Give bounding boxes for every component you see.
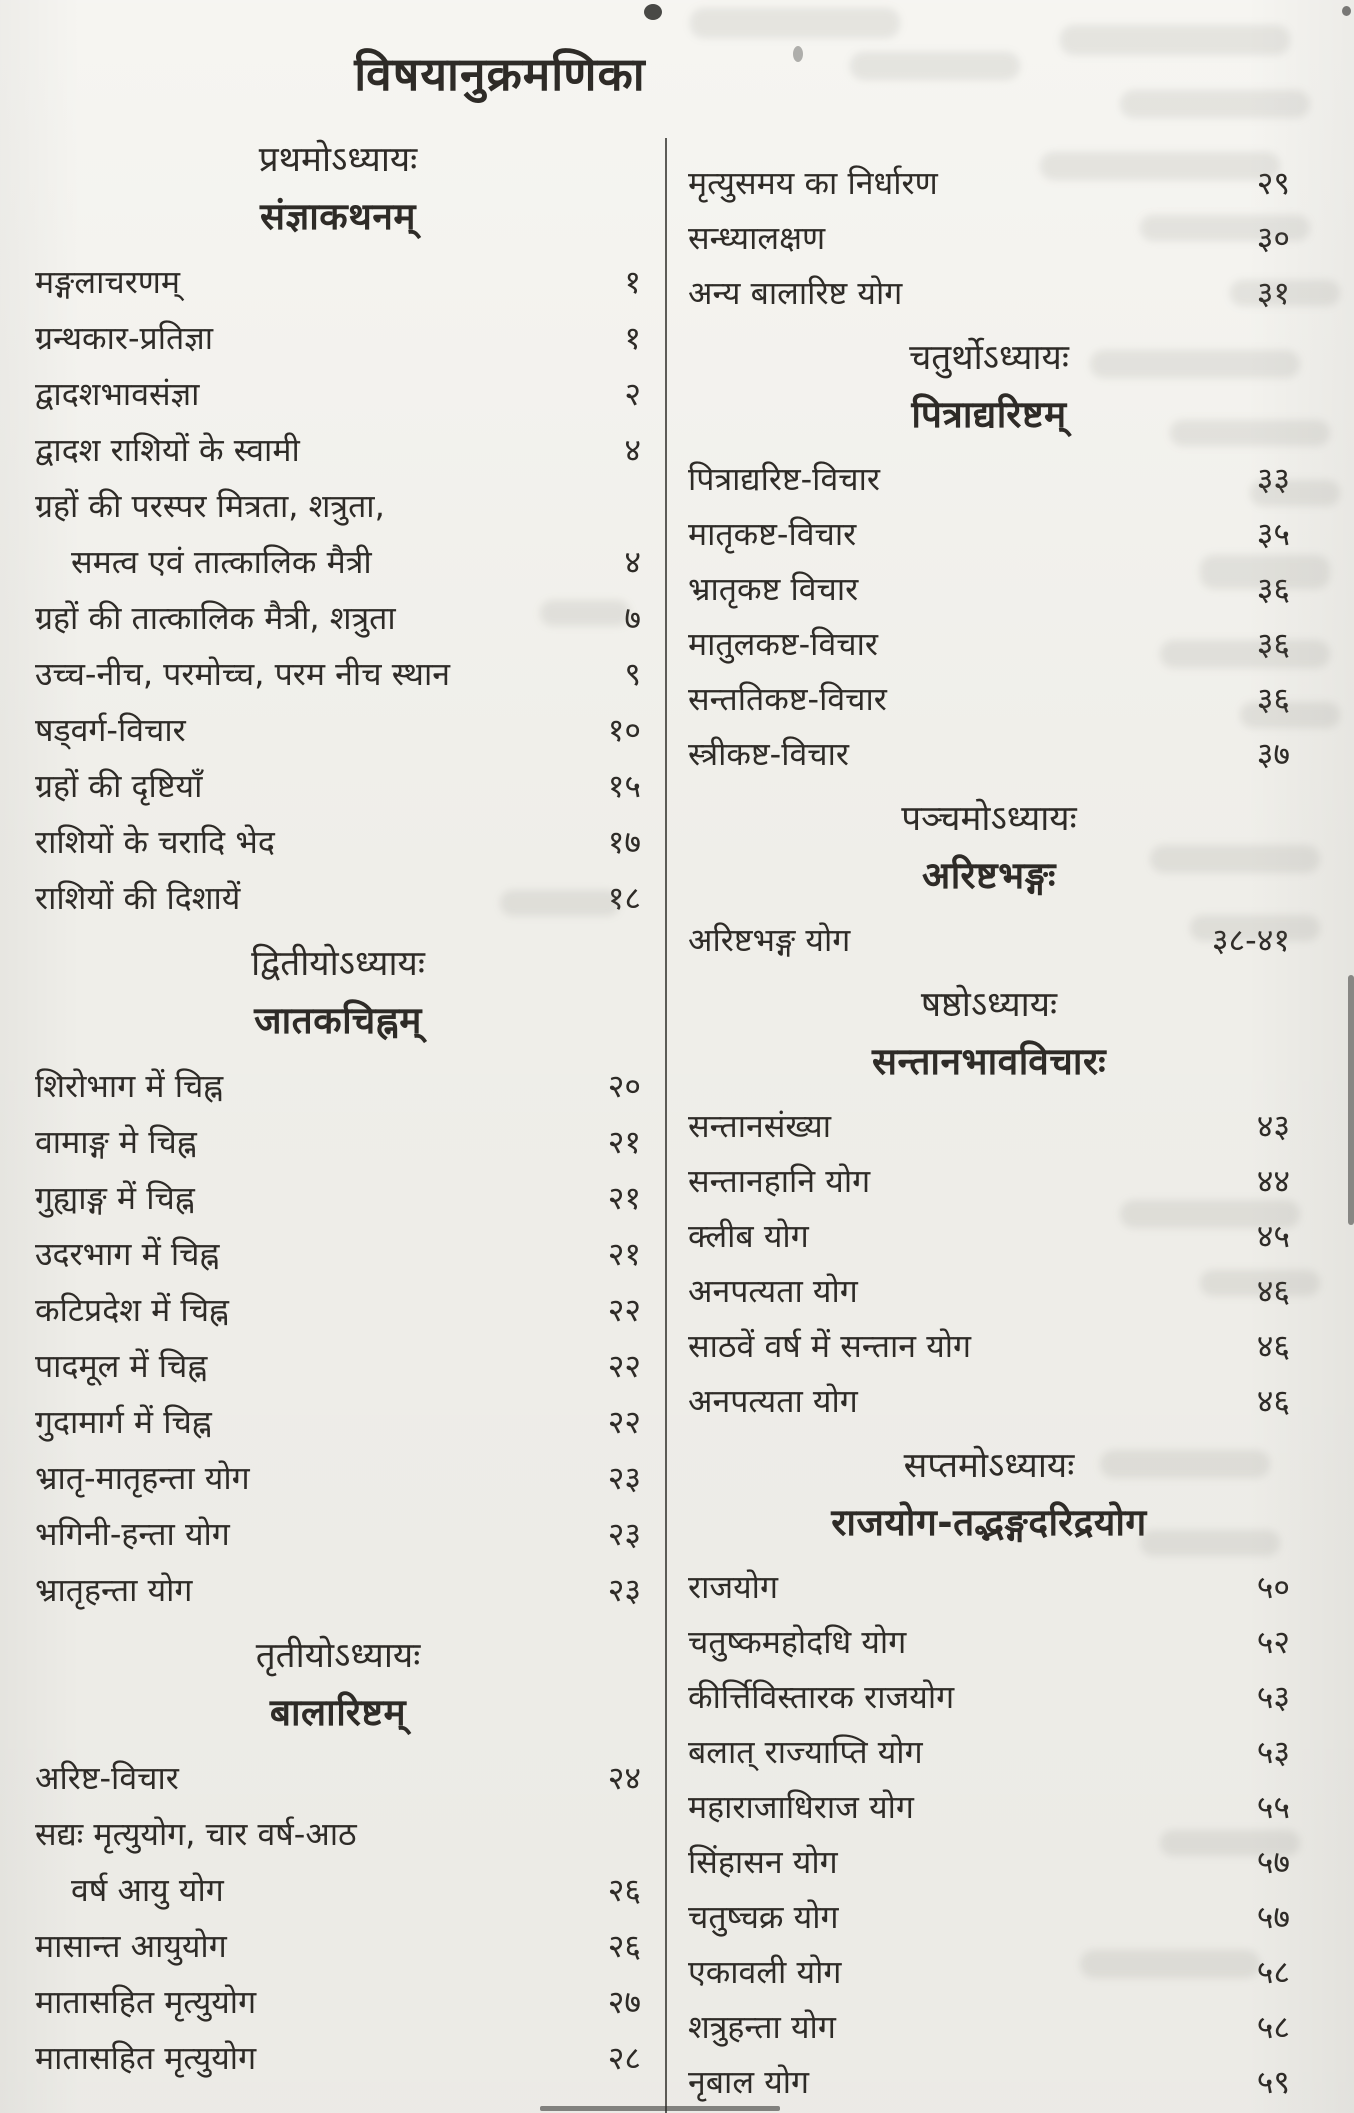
toc-entry-page: ४ [624, 431, 641, 469]
toc-entry [35, 870, 641, 926]
section-title: बालारिष्टम् [269, 1691, 407, 1734]
toc-entry [35, 534, 641, 590]
section-title: पित्राद्यरिष्टम् [911, 393, 1067, 436]
toc-entry-label: मातासहित मृत्युयोग [35, 2039, 257, 2077]
toc-entry-page: ४४ [1256, 1162, 1290, 1200]
toc-entry-page: ४५ [1256, 1217, 1290, 1255]
toc-entry [35, 1338, 641, 1394]
toc-entry-page: १० [607, 711, 641, 749]
toc-entry-page: २८ [607, 2039, 641, 2077]
toc-entry [35, 1394, 641, 1450]
toc-entry-page: २२ [607, 1347, 641, 1385]
toc-entry-label: सद्यः मृत्युयोग, चार वर्ष-आठ [35, 1815, 357, 1853]
toc-entry [35, 814, 641, 870]
bleed-through-artifact [1120, 90, 1310, 118]
toc-entry-page: १ [624, 319, 641, 357]
toc-entry [688, 1780, 1290, 1835]
chapter-heading: द्वितीयोऽध्यायः [251, 944, 425, 984]
toc-entry-page: ५८ [1256, 1953, 1290, 1991]
page-title: विषयानुक्रमणिका [354, 47, 646, 101]
toc-entry-page: ४३ [1256, 1107, 1290, 1145]
chapter-heading: प्रथमोऽध्यायः [258, 140, 418, 180]
toc-entry-page: ५९ [1256, 2063, 1290, 2101]
toc-entry-page: ७ [624, 599, 641, 637]
toc-entry [688, 2000, 1290, 2055]
section-title: राजयोग-तद्भङ्गदरिद्रयोग [831, 1501, 1147, 1544]
toc-entry [35, 1170, 641, 1226]
toc-entry-label: गुह्याङ्ग में चिह्न [35, 1179, 195, 1217]
toc-entry-label: अरिष्ट-विचार [35, 1759, 179, 1797]
toc-entry-page: ३६ [1256, 570, 1290, 608]
toc-entry [688, 452, 1290, 507]
toc-entry-label: सन्ततिकष्ट-विचार [688, 680, 887, 718]
toc-column-left [35, 122, 641, 2086]
toc-entry [688, 211, 1290, 266]
toc-entry-label: ग्रहों की परस्पर मित्रता, शत्रुता, [35, 487, 385, 525]
toc-entry-page: २२ [607, 1291, 641, 1329]
toc-entry-page: १८ [607, 879, 641, 917]
toc-entry-label: अरिष्टभङ्ग योग [688, 921, 851, 959]
toc-entry-page: ९ [624, 655, 641, 693]
section-title: संज्ञाकथनम् [259, 195, 417, 238]
toc-entry-label: मातासहित मृत्युयोग [35, 1983, 257, 2021]
toc-entry [688, 1154, 1290, 1209]
toc-entry-page: ४६ [1256, 1327, 1290, 1365]
toc-entry [688, 1264, 1290, 1319]
toc-entry-label: वामाङ्ग मे चिह्न [35, 1123, 197, 1161]
toc-entry-label: अनपत्यता योग [688, 1272, 858, 1310]
toc-entry-label: स्त्रीकष्ट-विचार [688, 735, 849, 773]
toc-entry-label: भ्रातृहन्ता योग [35, 1571, 193, 1609]
toc-entry [688, 562, 1290, 617]
toc-entry-page: ३१ [1256, 274, 1290, 312]
toc-entry-label: पादमूल में चिह्न [35, 1347, 208, 1385]
toc-entry-page: ४६ [1256, 1272, 1290, 1310]
toc-entry-page: ५८ [1256, 2008, 1290, 2046]
toc-entry [688, 727, 1290, 782]
toc-entry [35, 590, 641, 646]
section-title: अरिष्टभङ्गः [922, 854, 1056, 897]
toc-entry-page: ५७ [1256, 1898, 1290, 1936]
toc-entry-page: १५ [607, 767, 641, 805]
toc-entry-label: भ्रातृकष्ट विचार [688, 570, 859, 608]
toc-entry-page: ३८-४१ [1211, 921, 1290, 959]
toc-entry-label: अनपत्यता योग [688, 1382, 858, 1420]
toc-entry-page: ३७ [1256, 735, 1290, 773]
toc-entry-page: २३ [607, 1515, 641, 1553]
toc-entry-label: मातुलकष्ट-विचार [688, 625, 878, 663]
toc-entry [688, 1209, 1290, 1264]
toc-entry [35, 702, 641, 758]
toc-entry-page: ३५ [1256, 515, 1290, 553]
toc-entry-label: साठवें वर्ष में सन्तान योग [688, 1327, 972, 1365]
toc-entry [35, 1918, 641, 1974]
toc-entry-label: नृबाल योग [688, 2063, 810, 2101]
scan-speck [1342, 6, 1351, 16]
section-title: सन्तानभावविचारः [871, 1040, 1107, 1083]
toc-entry [35, 1282, 641, 1338]
toc-entry-page: ३६ [1256, 625, 1290, 663]
toc-entry-page: २ [624, 375, 641, 413]
toc-entry-label: अन्य बालारिष्ट योग [688, 274, 903, 312]
toc-entry-label: उच्च-नीच, परमोच्च, परम नीच स्थान [35, 655, 451, 693]
toc-entry-page: ५२ [1256, 1623, 1290, 1661]
toc-entry-page: ५३ [1256, 1678, 1290, 1716]
toc-entry-page: २७ [607, 1983, 641, 2021]
toc-entry [35, 1114, 641, 1170]
toc-entry-label: शत्रुहन्ता योग [688, 2008, 836, 2046]
toc-entry-page: २२ [607, 1403, 641, 1441]
toc-entry-label: राजयोग [688, 1568, 778, 1606]
toc-entry-label: चतुष्चक्र योग [688, 1898, 839, 1936]
toc-entry-label: द्वादश राशियों के स्वामी [35, 431, 300, 469]
toc-entry [35, 1974, 641, 2030]
toc-entry-page: ३० [1256, 219, 1290, 257]
toc-entry-page: २९ [1256, 164, 1290, 202]
toc-entry [688, 1319, 1290, 1374]
toc-entry [688, 1725, 1290, 1780]
toc-entry [688, 1099, 1290, 1154]
toc-entry-label: सन्तानहानि योग [688, 1162, 871, 1200]
toc-entry [688, 1670, 1290, 1725]
toc-entry-label: ग्रहों की तात्कालिक मैत्री, शत्रुता [35, 599, 396, 637]
bleed-through-artifact [690, 8, 900, 38]
toc-entry-label: मङ्गलाचरणम् [35, 263, 181, 301]
chapter-heading: तृतीयोऽध्यायः [255, 1636, 421, 1676]
toc-entry-page: १७ [607, 823, 641, 861]
toc-entry-label: बलात् राज्याप्ति योग [688, 1733, 923, 1771]
toc-entry-label: राशियों की दिशायें [35, 879, 241, 917]
toc-entry-page: २३ [607, 1459, 641, 1497]
toc-entry [688, 1560, 1290, 1615]
toc-entry-label: पित्राद्यरिष्ट-विचार [688, 460, 880, 498]
toc-entry-page: ५३ [1256, 1733, 1290, 1771]
toc-entry-label: शिरोभाग में चिह्न [35, 1067, 224, 1105]
toc-entry-label: गुदामार्ग में चिह्न [35, 1403, 212, 1441]
toc-entry [35, 1862, 641, 1918]
toc-entry [35, 2030, 641, 2086]
bleed-through-artifact [1060, 25, 1290, 55]
toc-entry [688, 1374, 1290, 1429]
toc-entry [688, 1615, 1290, 1670]
toc-entry-page: २३ [607, 1571, 641, 1609]
toc-entry-label: उदरभाग में चिह्न [35, 1235, 220, 1273]
toc-entry [35, 758, 641, 814]
toc-entry-label: वर्ष आयु योग [71, 1871, 224, 1909]
section-title: जातकचिह्नम् [254, 999, 422, 1042]
scan-speck [644, 4, 662, 20]
toc-entry-page: ५० [1256, 1568, 1290, 1606]
toc-entry [35, 366, 641, 422]
chapter-heading: सप्तमोऽध्यायः [903, 1446, 1075, 1486]
chapter-heading: पञ्चमोऽध्यायः [901, 799, 1077, 839]
toc-entry-label: मातृकष्ट-विचार [688, 515, 857, 553]
scan-edge-mark [1348, 975, 1354, 1225]
toc-entry-label: मासान्त आयुयोग [35, 1927, 227, 1965]
toc-entry-label: द्वादशभावसंज्ञा [35, 375, 200, 413]
toc-entry-page: २१ [607, 1179, 641, 1217]
toc-entry-label: एकावली योग [688, 1953, 842, 1991]
toc-entry-label: कीर्त्तिविस्तारक राजयोग [688, 1678, 955, 1716]
toc-entry-label: सिंहासन योग [688, 1843, 838, 1881]
toc-entry-page: ४६ [1256, 1382, 1290, 1420]
toc-entry-page: १ [624, 263, 641, 301]
toc-entry-page: ३६ [1256, 680, 1290, 718]
toc-entry-label: कटिप्रदेश में चिह्न [35, 1291, 229, 1329]
toc-entry-label: सन्ध्यालक्षण [688, 219, 826, 257]
toc-entry [688, 617, 1290, 672]
toc-entry [35, 1806, 641, 1862]
toc-entry [688, 266, 1290, 321]
toc-entry-label: महाराजाधिराज योग [688, 1788, 914, 1826]
toc-entry [35, 1450, 641, 1506]
toc-entry [35, 254, 641, 310]
toc-entry-page: २१ [607, 1123, 641, 1161]
toc-entry-label: राशियों के चरादि भेद [35, 823, 275, 861]
toc-entry [688, 672, 1290, 727]
toc-entry-label: मृत्युसमय का निर्धारण [688, 164, 938, 202]
toc-entry-label: ग्रहों की दृष्टियाँ [35, 767, 203, 805]
toc-entry-label: भ्रातृ-मातृहन्ता योग [35, 1459, 250, 1497]
toc-entry-page: २१ [607, 1235, 641, 1273]
toc-entry [688, 156, 1290, 211]
toc-entry-label: षड्वर्ग-विचार [35, 711, 186, 749]
toc-entry [35, 646, 641, 702]
chapter-heading: षष्ठोऽध्यायः [920, 985, 1058, 1025]
toc-entry [35, 1562, 641, 1618]
toc-entry [688, 2055, 1290, 2110]
toc-entry-page: ४ [624, 543, 641, 581]
toc-entry-label: समत्व एवं तात्कालिक मैत्री [71, 543, 372, 581]
toc-entry [688, 913, 1290, 968]
toc-column-right [688, 156, 1290, 2110]
toc-entry-page: ५७ [1256, 1843, 1290, 1881]
toc-entry-page: ३३ [1256, 460, 1290, 498]
toc-entry [688, 1835, 1290, 1890]
toc-entry [35, 1058, 641, 1114]
toc-entry [35, 422, 641, 478]
toc-entry-label: ग्रन्थकार-प्रतिज्ञा [35, 319, 214, 357]
toc-entry [35, 478, 641, 534]
toc-entry [688, 507, 1290, 562]
toc-entry-label: चतुष्कमहोदधि योग [688, 1623, 907, 1661]
toc-entry [35, 1226, 641, 1282]
toc-entry-page: २४ [607, 1759, 641, 1797]
toc-entry-label: क्लीब योग [688, 1217, 809, 1255]
toc-entry [688, 1890, 1290, 1945]
toc-entry-page: ५५ [1256, 1788, 1290, 1826]
toc-entry-label: सन्तानसंख्या [688, 1107, 831, 1145]
toc-entry [688, 1945, 1290, 2000]
toc-entry [35, 310, 641, 366]
toc-entry-page: २६ [607, 1927, 641, 1965]
toc-entry-page: २६ [607, 1871, 641, 1909]
chapter-heading: चतुर्थोऽध्यायः [909, 338, 1069, 378]
toc-entry [35, 1750, 641, 1806]
toc-entry-page: २० [607, 1067, 641, 1105]
toc-entry-label: भगिनी-हन्ता योग [35, 1515, 230, 1553]
toc-entry [35, 1506, 641, 1562]
column-divider-rule [665, 138, 667, 2113]
